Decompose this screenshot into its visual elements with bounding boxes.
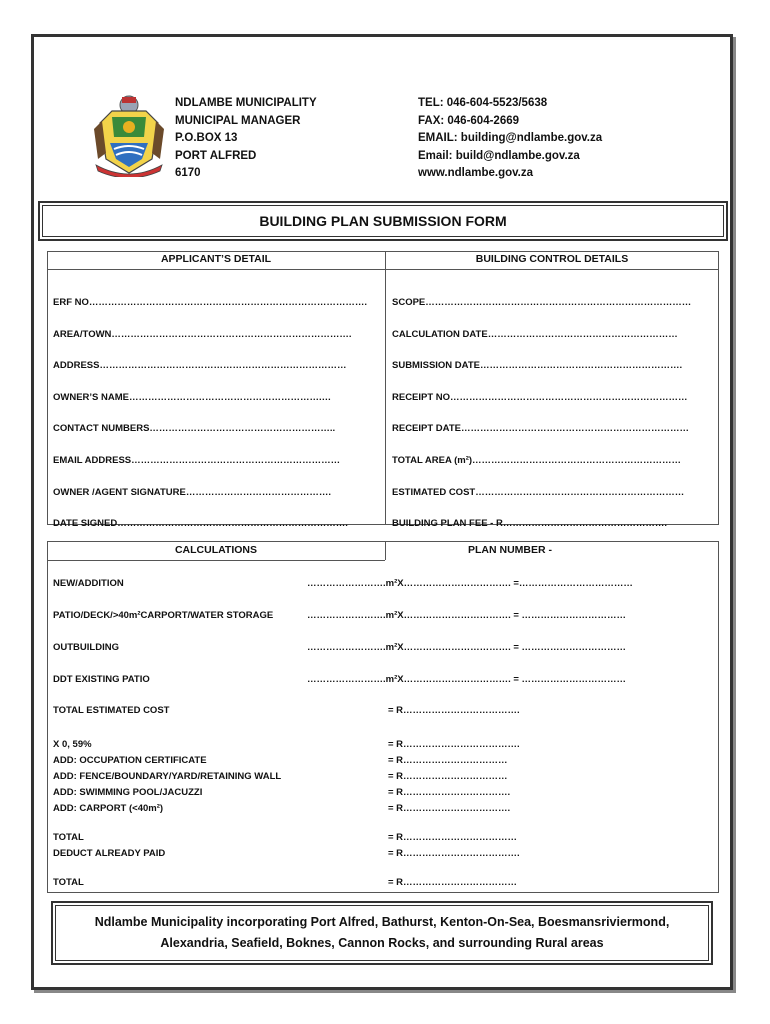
municipality-contact [418, 95, 602, 183]
ddt-patio-label: DDT EXISTING PATIO [53, 674, 150, 685]
footer-line-1: Ndlambe Municipality incorporating Port Alfred, Bathurst, Kenton-On-Sea, Boesmansriviermond, [94, 915, 670, 929]
deduct-paid-label: DEDUCT ALREADY PAID [53, 848, 166, 859]
address-line: NDLAMBE MUNICIPALITY [175, 97, 317, 109]
estimated-cost-field[interactable]: ESTIMATED COST………………………………………………………… [392, 486, 685, 498]
occupation-certificate-label: ADD: OCCUPATION CERTIFICATE [53, 755, 207, 766]
address-line: MUNICIPAL MANAGER [175, 114, 301, 127]
header [34, 37, 730, 199]
date-signed-field[interactable]: DATE SIGNED………………………………………………………………. [53, 518, 348, 530]
rate-value[interactable]: = R………………………………. [388, 739, 520, 750]
address-line: PORT ALFRED [175, 149, 257, 162]
plan-fee-field[interactable]: BUILDING PLAN FEE - R……………………………………………. [392, 518, 667, 530]
new-addition-label: NEW/ADDITION [53, 578, 124, 589]
applicant-heading: APPLICANT’S DETAIL [160, 253, 272, 265]
area-town-field[interactable]: AREA/TOWN…………………………………………………………………. [53, 328, 352, 340]
erf-no-field[interactable]: ERF NO……………………………………………………………………………. [53, 297, 368, 308]
calculations-heading: CALCULATIONS [174, 544, 258, 556]
submission-date-field[interactable]: SUBMISSION DATE………………………………………………………. [392, 360, 683, 372]
footer-line-2: Alexandria, Seafield, Boknes, Cannon Rocks, and surrounding Rural areas [160, 936, 604, 950]
email-address-field[interactable]: EMAIL ADDRESS………………………………………………………… [53, 454, 341, 466]
details-header-rule [47, 269, 719, 270]
new-addition-formula[interactable]: …………………….m²X……………………………. =……………………………… [307, 578, 633, 589]
calculations-header-rule [47, 560, 385, 561]
deduct-paid-value[interactable]: = R………………………………. [388, 848, 520, 859]
applicant-fields [53, 287, 367, 540]
total-estimated-value[interactable]: = R………………………………. [388, 705, 520, 716]
totals-values [388, 830, 520, 862]
total-value[interactable]: = R……………………………… [388, 832, 518, 843]
fence-wall-label: ADD: FENCE/BOUNDARY/YARD/RETAINING WALL [53, 771, 282, 782]
carport-value[interactable]: = R……………………………. [388, 803, 511, 814]
address-line: 6170 [175, 167, 201, 179]
municipal-crest-icon [92, 93, 166, 177]
contact-numbers-field[interactable]: CONTACT NUMBERS………………………………………………….. [53, 423, 336, 435]
details-divider [385, 251, 386, 525]
contact-line: www.ndlambe.gov.za [418, 167, 534, 179]
total-label: TOTAL [53, 832, 84, 843]
ddt-patio-formula[interactable]: …………………….m²X……………………………. = …………………………… [307, 674, 627, 685]
total-estimated-label: TOTAL ESTIMATED COST [53, 705, 170, 716]
addons-values [388, 737, 520, 817]
outbuilding-label: OUTBUILDING [53, 642, 119, 653]
patio-label: PATIO/DECK/>40m²CARPORT/WATER STORAGE [53, 610, 274, 621]
form-title-box [38, 201, 728, 241]
addons-labels [53, 737, 281, 817]
pool-label: ADD: SWIMMING POOL/JACUZZI [53, 787, 203, 798]
address-field[interactable]: ADDRESS…………………………………………………………………… [53, 360, 347, 372]
scope-field[interactable]: SCOPE………………………………………………………………………… [392, 297, 692, 308]
contact-line: FAX: 046-604-2669 [418, 114, 520, 127]
signature-field[interactable]: OWNER /AGENT SIGNATURE………………………………………. [53, 486, 331, 498]
occupation-certificate-value[interactable]: = R…………………………… [388, 755, 508, 766]
plan-number-heading: PLAN NUMBER - [468, 544, 552, 556]
patio-formula[interactable]: …………………….m²X……………………………. = …………………………… [307, 610, 627, 621]
form-title: BUILDING PLAN SUBMISSION FORM [259, 213, 507, 229]
municipality-address [175, 95, 317, 183]
calculation-date-field[interactable]: CALCULATION DATE…………………………………………………… [392, 328, 678, 340]
building-control-heading: BUILDING CONTROL DETAILS [475, 253, 629, 265]
final-total-label: TOTAL [53, 877, 84, 888]
receipt-no-field[interactable]: RECEIPT NO………………………………………………………………… [392, 391, 688, 403]
pool-value[interactable]: = R……………………………. [388, 787, 511, 798]
final-total-value[interactable]: = R……………………………… [388, 877, 518, 888]
carport-label: ADD: CARPORT (<40m²) [53, 803, 164, 814]
form-frame [31, 34, 733, 990]
building-control-fields [392, 287, 691, 540]
footer [51, 901, 713, 965]
contact-line: TEL: 046-604-5523/5638 [418, 97, 548, 109]
address-line: P.O.BOX 13 [175, 132, 238, 144]
outbuilding-formula[interactable]: …………………….m²X……………………………. = …………………………… [307, 642, 627, 653]
rate-label: X 0, 59% [53, 739, 92, 750]
total-area-field[interactable]: TOTAL AREA (m²)………………………………………………………… [392, 454, 682, 466]
contact-line: Email: build@ndlambe.gov.za [418, 149, 580, 162]
receipt-date-field[interactable]: RECEIPT DATE……………………………………………………………… [392, 423, 689, 435]
fence-wall-value[interactable]: = R…………………………… [388, 771, 508, 782]
owner-name-field[interactable]: OWNER’S NAME…………………………………………………….… [53, 391, 332, 403]
contact-line: EMAIL: building@ndlambe.gov.za [418, 132, 603, 144]
totals-labels [53, 830, 165, 862]
